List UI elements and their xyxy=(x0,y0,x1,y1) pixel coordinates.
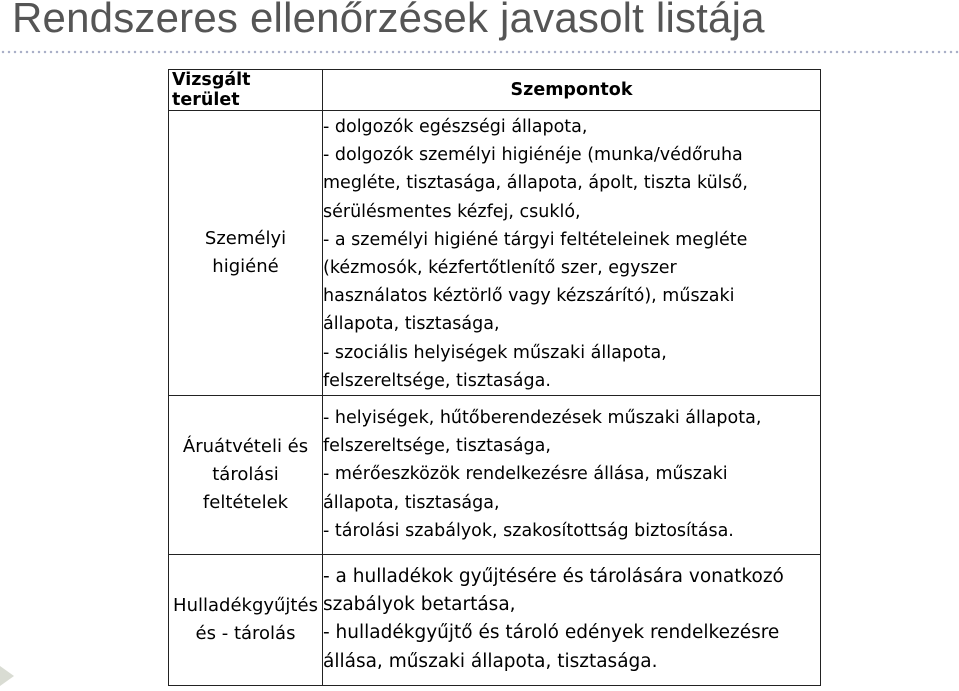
triangle-bullet-icon xyxy=(0,666,14,686)
points-cell: - a hulladékok gyűjtésére és tárolására vonatkozó szabályok betartása, - hulladékgyűjtő és tároló edények rendelkezésre állása, műszaki állapota, tisztasága. xyxy=(323,555,821,686)
table-row xyxy=(169,396,821,555)
inspection-table xyxy=(168,69,821,686)
page-title: Rendszeres ellenőrzések javasolt listája xyxy=(12,0,765,41)
area-cell: Személyi higiéné xyxy=(169,111,323,396)
table-row xyxy=(169,111,821,396)
header-points: Szempontok xyxy=(323,70,821,111)
dotted-divider xyxy=(0,50,959,54)
area-cell: Áruátvételi és tárolási feltételek xyxy=(169,396,323,555)
table-row xyxy=(169,555,821,686)
points-cell: - dolgozók egészségi állapota, - dolgozók személyi higiénéje (munka/védőruha megléte, tisztasága, állapota, ápolt, tiszta külső, sérülésmentes kézfej, csukló, - a személyi higiéné tárgyi feltételeinek megléte (kézmosók, kézfertőtlenítő szer, egyszer használatos kéztörlő vagy kézszárító), műszaki állapota, tisztasága, - szociális helyiségek műszaki állapota, felszereltsége, tisztasága. xyxy=(323,111,821,396)
table-header-row xyxy=(169,70,821,111)
header-area: Vizsgált terület xyxy=(169,70,323,111)
points-cell: - helyiségek, hűtőberendezések műszaki állapota, felszereltsége, tisztasága, - mérőeszközök rendelkezésre állása, műszaki állapota, tisztasága, - tárolási szabályok, szakosítottság biztosítása. xyxy=(323,396,821,555)
area-cell: Hulladékgyűjtés és - tárolás xyxy=(169,555,323,686)
